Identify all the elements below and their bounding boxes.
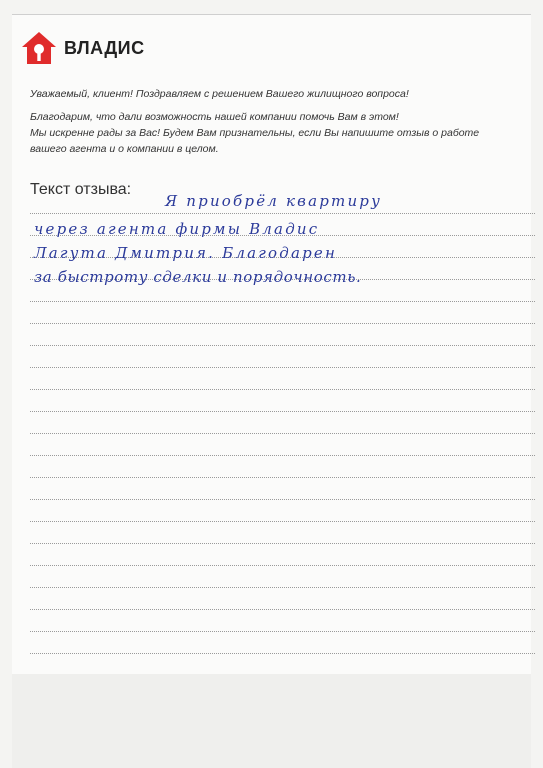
- handwritten-line: Я приобрёл квартиру: [165, 192, 383, 210]
- ruled-line: [30, 455, 535, 456]
- ruled-line: [30, 433, 535, 434]
- ruled-line: [30, 323, 535, 324]
- ruled-line: [30, 389, 535, 390]
- ruled-line: [30, 631, 535, 632]
- ruled-line: [30, 411, 535, 412]
- handwritten-line: за быстроту сделки и порядочность.: [34, 268, 362, 286]
- handwritten-line: Лагута Дмитрия. Благодарен: [34, 244, 338, 262]
- brand-name: ВЛАДИС: [64, 37, 145, 58]
- review-heading: Текст отзыва:: [30, 181, 132, 198]
- ruled-line: [30, 477, 535, 478]
- ruled-line: [30, 213, 535, 214]
- intro-line: вашего агента и о компании в целом.: [30, 143, 219, 155]
- ruled-line: [30, 543, 535, 544]
- ruled-line: [30, 345, 535, 346]
- brand-logo: [20, 30, 145, 66]
- ruled-line: [30, 565, 535, 566]
- ruled-line: [30, 609, 535, 610]
- handwritten-line: через агента фирмы Владис: [34, 220, 320, 238]
- house-icon: [20, 30, 58, 66]
- ruled-line: [30, 499, 535, 500]
- intro-line: Мы искренне рады за Вас! Будем Вам признательны, если Вы напишите отзыв о работе: [30, 127, 480, 139]
- ruled-line: [30, 367, 535, 368]
- ruled-line: [30, 653, 535, 654]
- ruled-line: [30, 587, 535, 588]
- intro-line: Уважаемый, клиент! Поздравляем с решением Вашего жилищного вопроса!: [30, 88, 409, 100]
- scan-margin: [12, 674, 531, 768]
- ruled-line: [30, 301, 535, 302]
- ruled-line: [30, 521, 535, 522]
- intro-line: Благодарим, что дали возможность нашей компании помочь Вам в этом!: [30, 111, 399, 123]
